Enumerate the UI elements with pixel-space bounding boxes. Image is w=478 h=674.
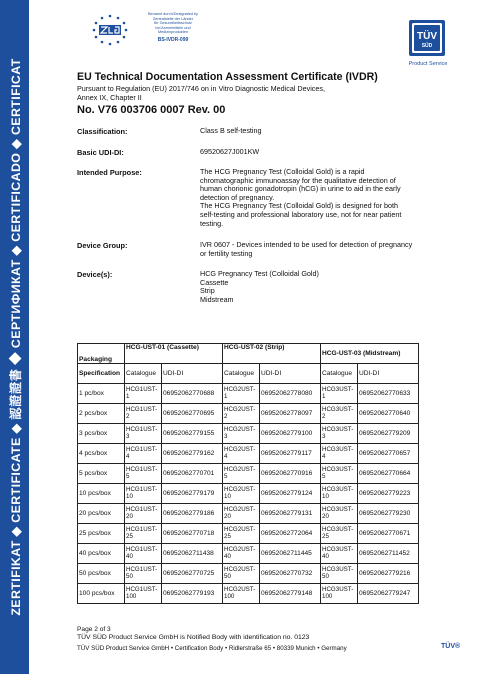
udi-cell: 06952062779216 xyxy=(358,564,419,584)
catalogue-cell: HCG3UST-25 xyxy=(321,524,358,544)
tuv-sud-logo xyxy=(409,20,445,56)
product-codes-table xyxy=(77,343,419,604)
spec-cell: 3 pcs/box xyxy=(78,424,125,444)
udi-cell: 06952062770640 xyxy=(358,404,419,424)
spec-cell: 100 pcs/box xyxy=(78,584,125,604)
table-header-row xyxy=(78,344,419,364)
udi-header: UDI-DI xyxy=(260,364,321,384)
spec-cell: 20 pcs/box xyxy=(78,504,125,524)
catalogue-cell: HCG3UST-50 xyxy=(321,564,358,584)
catalogue-cell: HCG3UST-3 xyxy=(321,424,358,444)
udi-cell: 06952062779131 xyxy=(260,504,321,524)
udi-cell: 06952062779117 xyxy=(260,444,321,464)
udi-cell: 06952062770695 xyxy=(162,404,223,424)
udi-cell: 06952062779100 xyxy=(260,424,321,444)
spec-cell: 40 pcs/box xyxy=(78,544,125,564)
regulation-line: Pursuant to Regulation (EU) 2017/746 on in Vitro Diagnostic Medical Devices, xyxy=(77,84,325,93)
field-line: IVR 0607 - Devices intended to be used for detection of pregnancy xyxy=(200,240,413,249)
catalogue-cell: HCG1UST-25 xyxy=(125,524,162,544)
catalogue-cell: HCG1UST-5 xyxy=(125,464,162,484)
catalogue-cell: HCG3UST-4 xyxy=(321,444,358,464)
catalogue-cell: HCG1UST-2 xyxy=(125,404,162,424)
catalogue-cell: HCG1UST-50 xyxy=(125,564,162,584)
catalogue-cell: HCG3UST-1 xyxy=(321,384,358,404)
table-row xyxy=(78,464,419,484)
table-row xyxy=(78,584,419,604)
catalogue-cell: HCG2UST-100 xyxy=(223,584,260,604)
classification-value xyxy=(200,127,452,136)
zlg-accreditation-logo xyxy=(88,13,132,47)
sidebar-text: ZERTIFIKAT ◆ CERTIFICATE ◆ 認證證書 ◆ СЕРТИФИКАТ ◆ CERTIFICADO ◆ CERTIFICAT xyxy=(8,58,23,616)
accreditation-id: BS-IVDR-099 xyxy=(157,36,189,43)
catalogue-header: Catalogue xyxy=(125,364,162,384)
packaging-header: Packaging xyxy=(78,344,125,364)
spec-cell: 4 pcs/box xyxy=(78,444,125,464)
udi-cell: 06952062779247 xyxy=(358,584,419,604)
accreditation-line: bei Arzneimitteln und xyxy=(155,25,191,30)
udi-cell: 06952062779124 xyxy=(260,484,321,504)
tuv-logo-subtext: SÜD xyxy=(421,43,433,49)
basic-udi-value xyxy=(200,148,452,157)
table-row xyxy=(78,444,419,464)
table-row xyxy=(78,424,419,444)
field-line: self-testing and professional laboratory use, not for near patient xyxy=(200,209,402,219)
field-line: Strip xyxy=(200,286,215,296)
devices-label: Device(s): xyxy=(77,270,113,279)
device-group-value xyxy=(200,241,452,258)
certificate-sidebar xyxy=(0,0,29,674)
spec-cell: 50 pcs/box xyxy=(78,564,125,584)
notified-body-statement: TÜV SÜD Product Service GmbH is Notified Body with identification no. 0123 xyxy=(77,634,310,641)
field-line: human chorionic gonadotropin (hCG) in urine to aid in the early xyxy=(200,184,401,194)
catalogue-cell: HCG3UST-5 xyxy=(321,464,358,484)
udi-cell: 06952062770664 xyxy=(358,464,419,484)
regulation-text xyxy=(77,84,387,102)
field-line: 69520627J001KW xyxy=(200,147,260,156)
specification-header: Specification xyxy=(78,364,125,384)
udi-cell: 06952062779148 xyxy=(260,584,321,604)
table-row xyxy=(78,384,419,404)
udi-cell: 06952062770916 xyxy=(260,464,321,484)
field-line: chromatographic immunoassay for the qualitative detection of xyxy=(200,175,396,185)
field-line: Class B self-testing xyxy=(200,126,262,135)
spec-cell: 2 pcs/box xyxy=(78,404,125,424)
udi-cell: 06952062770657 xyxy=(358,444,419,464)
catalogue-cell: HCG1UST-100 xyxy=(125,584,162,604)
field-line: The HCG Pregnancy Test (Colloidal Gold) is designed for both xyxy=(200,201,399,211)
udi-cell: 06952062772064 xyxy=(260,524,321,544)
tuv-wordmark: TÜV® xyxy=(441,643,461,650)
tuv-logo-text: TÜV xyxy=(417,31,437,42)
field-line: or fertility testing xyxy=(200,248,253,258)
catalogue-cell: HCG1UST-10 xyxy=(125,484,162,504)
catalogue-cell: HCG3UST-10 xyxy=(321,484,358,504)
catalogue-cell: HCG1UST-20 xyxy=(125,504,162,524)
catalogue-cell: HCG2UST-10 xyxy=(223,484,260,504)
field-line: Midstream xyxy=(200,294,234,304)
catalogue-cell: HCG1UST-4 xyxy=(125,444,162,464)
accreditation-block xyxy=(138,12,208,43)
catalogue-cell: HCG2UST-2 xyxy=(223,404,260,424)
group-header-cassette: HCG-UST-01 (Cassette) xyxy=(125,344,223,364)
udi-cell: 06952062779209 xyxy=(358,424,419,444)
catalogue-cell: HCG2UST-5 xyxy=(223,464,260,484)
udi-cell: 06952062778097 xyxy=(260,404,321,424)
accreditation-line: Zentralstelle der Länder xyxy=(152,16,194,21)
udi-cell: 06952062779155 xyxy=(162,424,223,444)
udi-cell: 06952062770725 xyxy=(162,564,223,584)
catalogue-cell: HCG3UST-100 xyxy=(321,584,358,604)
group-header-midstream: HCG-UST-03 (Midstream) xyxy=(321,344,419,364)
udi-cell: 06952062770633 xyxy=(358,384,419,404)
spec-cell: 10 pcs/box xyxy=(78,484,125,504)
udi-cell: 06952062770688 xyxy=(162,384,223,404)
field-line: HCG Pregnancy Test (Colloidal Gold) xyxy=(200,269,319,278)
regulation-line: Annex IX, Chapter II xyxy=(77,93,142,103)
catalogue-header: Catalogue xyxy=(321,364,358,384)
catalogue-cell: HCG3UST-40 xyxy=(321,544,358,564)
udi-cell: 06952062770732 xyxy=(260,564,321,584)
spec-cell: 1 pc/box xyxy=(78,384,125,404)
catalogue-cell: HCG1UST-1 xyxy=(125,384,162,404)
accreditation-line: Benannt durch/Designated by xyxy=(147,12,199,16)
catalogue-cell: HCG2UST-40 xyxy=(223,544,260,564)
catalogue-cell: HCG2UST-4 xyxy=(223,444,260,464)
udi-cell: 06952062779162 xyxy=(162,444,223,464)
udi-cell: 06952062770701 xyxy=(162,464,223,484)
udi-cell: 06952062779223 xyxy=(358,484,419,504)
catalogue-cell: HCG3UST-2 xyxy=(321,404,358,424)
field-line: testing. xyxy=(200,218,224,228)
udi-cell: 06952062779230 xyxy=(358,504,419,524)
table-row xyxy=(78,544,419,564)
udi-cell: 06952062711438 xyxy=(162,544,223,564)
brand-caption: Product Service xyxy=(408,61,448,67)
accreditation-line: Medizinprodukten xyxy=(158,30,188,35)
table-row xyxy=(78,564,419,584)
table-row xyxy=(78,524,419,544)
udi-cell: 06952062770718 xyxy=(162,524,223,544)
page-number: Page 2 of 3 xyxy=(77,626,111,633)
field-line: The HCG Pregnancy Test (Colloidal Gold) is a rapid xyxy=(200,167,365,176)
accreditation-line: für Gesundheitsschutz xyxy=(154,21,192,26)
udi-header: UDI-DI xyxy=(162,364,223,384)
catalogue-header: Catalogue xyxy=(223,364,260,384)
intended-purpose-label: Intended Purpose: xyxy=(77,168,142,177)
udi-cell: 06952062779193 xyxy=(162,584,223,604)
udi-cell: 06952062779186 xyxy=(162,504,223,524)
intended-purpose-value xyxy=(200,168,452,228)
certificate-title: EU Technical Documentation Assessment Certificate (IVDR) xyxy=(77,71,378,83)
table-subheader-row xyxy=(78,364,419,384)
devices-value xyxy=(200,270,452,304)
catalogue-cell: HCG1UST-3 xyxy=(125,424,162,444)
certificate-number: No. V76 003706 0007 Rev. 00 xyxy=(77,104,226,116)
catalogue-cell: HCG2UST-3 xyxy=(223,424,260,444)
catalogue-cell: HCG3UST-20 xyxy=(321,504,358,524)
field-line: detection of pregnancy. xyxy=(200,192,275,202)
spec-cell: 5 pcs/box xyxy=(78,464,125,484)
udi-cell: 06952062711445 xyxy=(260,544,321,564)
catalogue-cell: HCG2UST-1 xyxy=(223,384,260,404)
field-line: Cassette xyxy=(200,277,229,287)
company-address: TÜV SÜD Product Service GmbH • Certification Body • Ridlerstraße 65 • 80339 Munich • Germany xyxy=(77,645,347,652)
device-group-label: Device Group: xyxy=(77,241,128,250)
table-row xyxy=(78,404,419,424)
udi-cell: 06952062778080 xyxy=(260,384,321,404)
spec-cell: 25 pcs/box xyxy=(78,524,125,544)
udi-cell: 06952062779179 xyxy=(162,484,223,504)
catalogue-cell: HCG1UST-40 xyxy=(125,544,162,564)
udi-header: UDI-DI xyxy=(358,364,419,384)
table-row xyxy=(78,484,419,504)
group-header-strip: HCG-UST-02 (Strip) xyxy=(223,344,321,364)
udi-cell: 06952062770671 xyxy=(358,524,419,544)
classification-label: Classification: xyxy=(77,127,128,136)
catalogue-cell: HCG2UST-25 xyxy=(223,524,260,544)
table-row xyxy=(78,504,419,524)
catalogue-cell: HCG2UST-50 xyxy=(223,564,260,584)
basic-udi-label: Basic UDI-DI: xyxy=(77,148,124,157)
udi-cell: 06952062711452 xyxy=(358,544,419,564)
catalogue-cell: HCG2UST-20 xyxy=(223,504,260,524)
